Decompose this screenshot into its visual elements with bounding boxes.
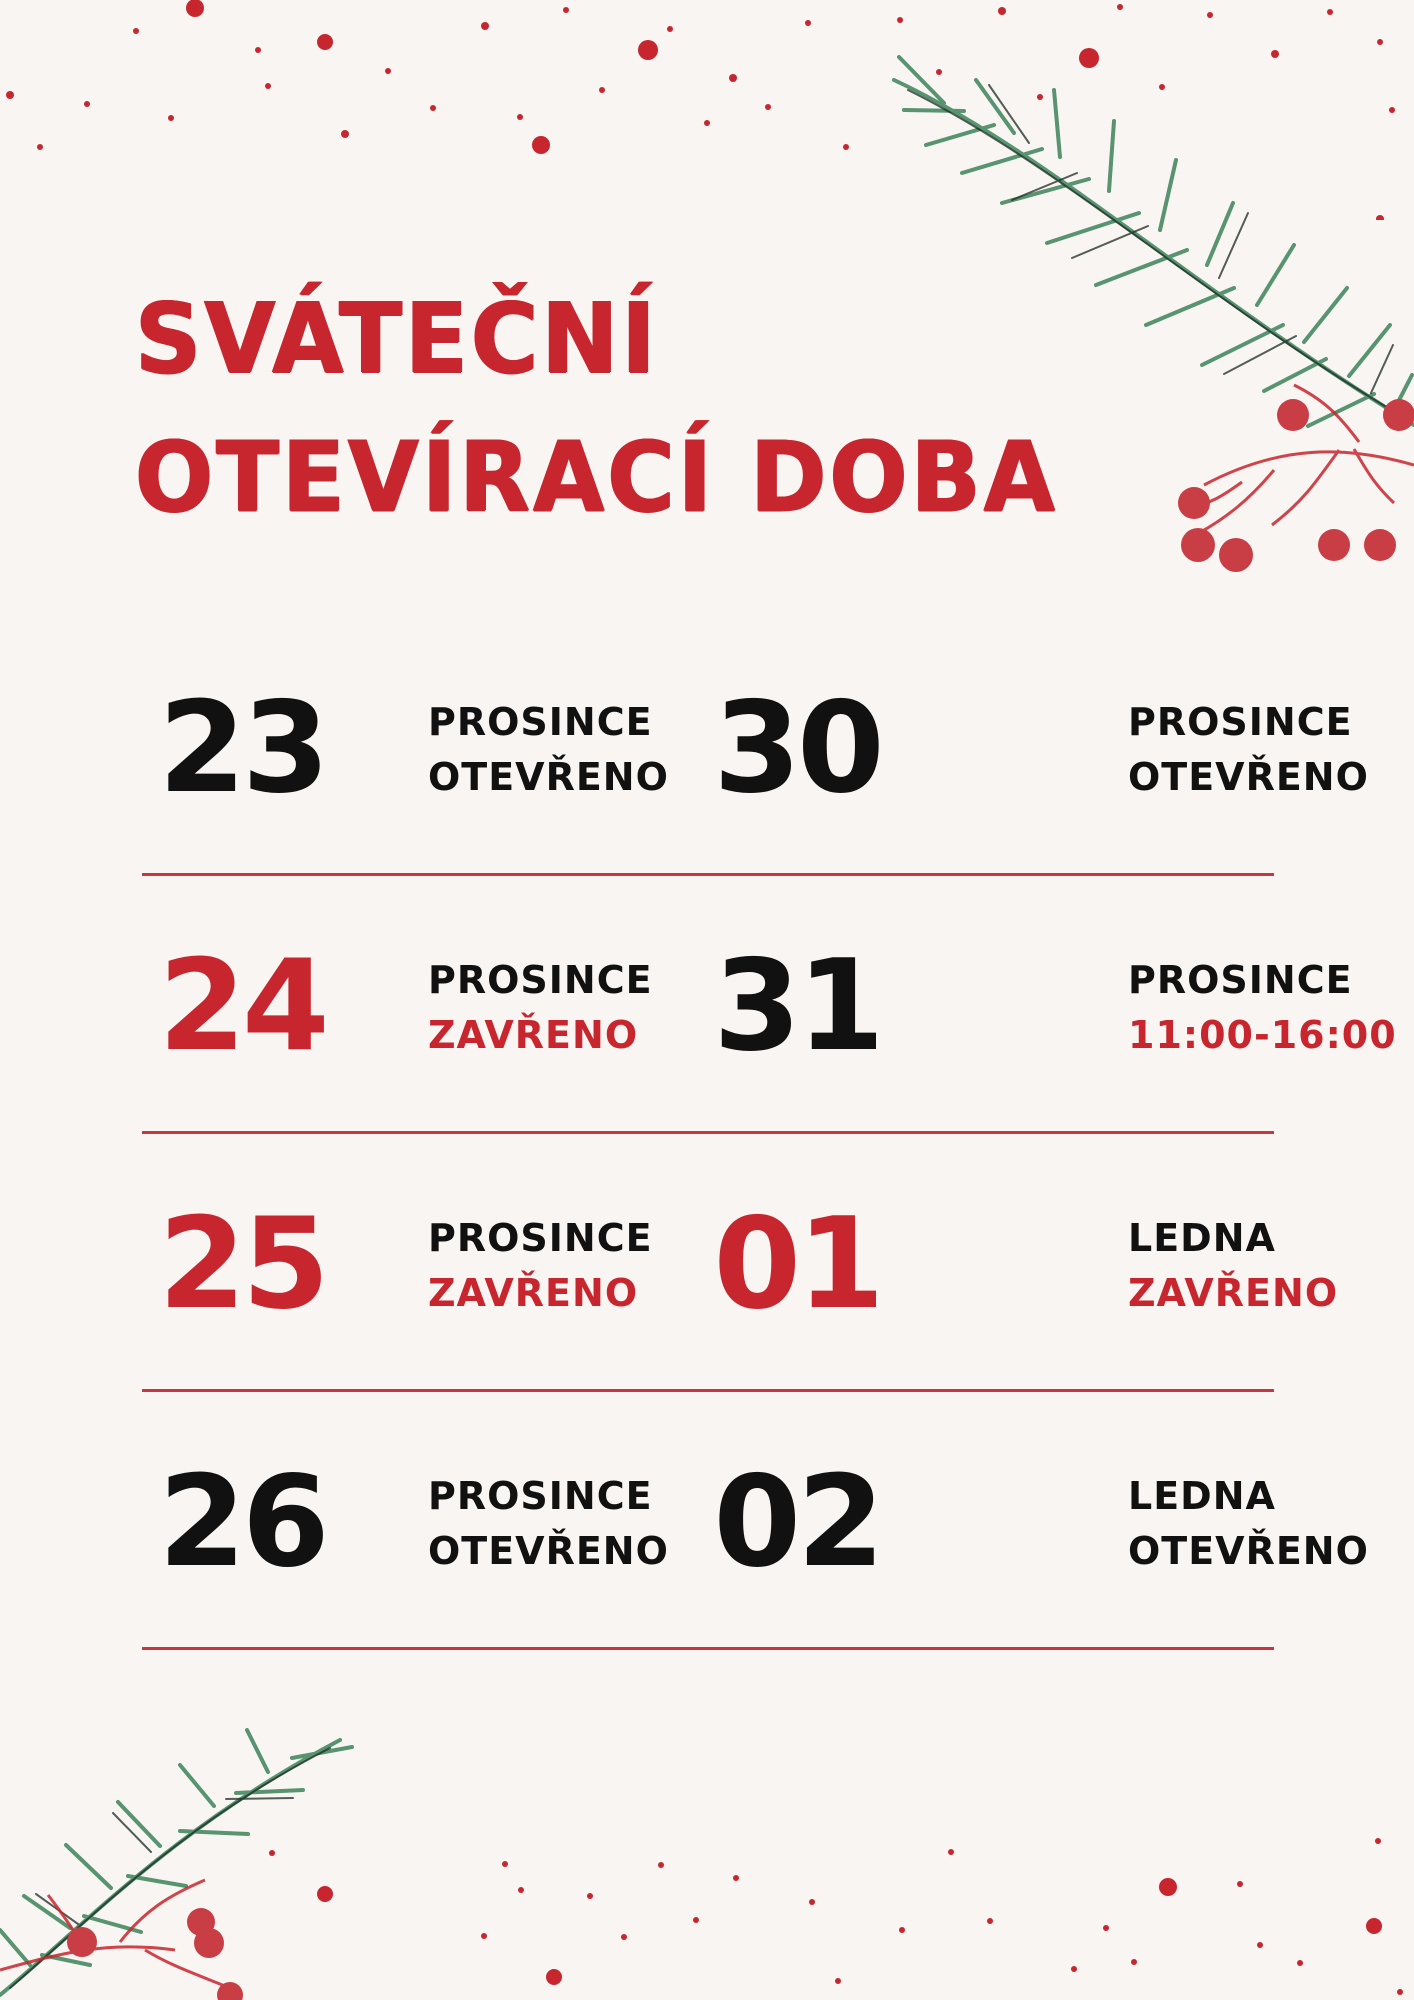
month-label: PROSINCE bbox=[428, 700, 653, 744]
schedule-row-1 bbox=[142, 620, 1369, 876]
date-details bbox=[1128, 695, 1408, 805]
date-details bbox=[1128, 953, 1408, 1063]
date-details bbox=[428, 695, 708, 805]
opening-status: OTEVŘENO bbox=[428, 755, 669, 799]
opening-status: OTEVŘENO bbox=[428, 1529, 669, 1573]
date-details bbox=[428, 1211, 708, 1321]
page-title-line-2: OTEVÍRACÍ DOBA bbox=[135, 420, 1058, 534]
date-entry-26-december bbox=[142, 1448, 682, 1595]
month-label: PROSINCE bbox=[1128, 700, 1353, 744]
date-entry-23-december bbox=[142, 674, 682, 821]
opening-hours: 11:00-16:00 bbox=[1128, 1013, 1397, 1057]
date-details bbox=[428, 953, 708, 1063]
day-number: 24 bbox=[158, 932, 326, 1079]
date-entry-25-december bbox=[142, 1190, 682, 1337]
day-number: 30 bbox=[713, 674, 881, 821]
holiday-opening-hours-table bbox=[142, 620, 1397, 1650]
date-entry-24-december bbox=[142, 932, 682, 1079]
month-label: PROSINCE bbox=[428, 1474, 653, 1518]
opening-status: OTEVŘENO bbox=[1128, 755, 1369, 799]
day-number: 26 bbox=[158, 1448, 326, 1595]
schedule-row-4 bbox=[142, 1394, 1369, 1650]
page-title bbox=[135, 270, 1058, 547]
day-number: 31 bbox=[713, 932, 881, 1079]
date-details bbox=[1128, 1211, 1408, 1321]
day-number: 23 bbox=[158, 674, 326, 821]
schedule-row-3 bbox=[142, 1136, 1339, 1392]
opening-status: ZAVŘENO bbox=[428, 1271, 639, 1315]
opening-status: OTEVŘENO bbox=[1128, 1529, 1369, 1573]
day-number: 25 bbox=[158, 1190, 326, 1337]
month-label: LEDNA bbox=[1128, 1216, 1276, 1260]
opening-status: ZAVŘENO bbox=[1128, 1271, 1339, 1315]
bottom-red-dots-decoration bbox=[0, 1810, 1414, 2000]
month-label: PROSINCE bbox=[1128, 958, 1353, 1002]
date-details bbox=[428, 1469, 708, 1579]
day-number: 01 bbox=[713, 1190, 881, 1337]
bottom-left-pine-branch-icon bbox=[0, 1710, 360, 2000]
schedule-row-2 bbox=[142, 878, 1397, 1134]
month-label: PROSINCE bbox=[428, 958, 653, 1002]
date-entry-01-january bbox=[702, 1190, 1339, 1337]
month-label: PROSINCE bbox=[428, 1216, 653, 1260]
date-entry-31-december bbox=[702, 932, 1397, 1079]
date-entry-02-january bbox=[702, 1448, 1369, 1595]
date-details bbox=[1128, 1469, 1408, 1579]
date-entry-30-december bbox=[702, 674, 1369, 821]
day-number: 02 bbox=[713, 1448, 881, 1595]
top-red-dots-decoration bbox=[0, 0, 1414, 220]
month-label: LEDNA bbox=[1128, 1474, 1276, 1518]
opening-status: ZAVŘENO bbox=[428, 1013, 639, 1057]
page-title-line-1: SVÁTEČNÍ bbox=[135, 281, 659, 396]
